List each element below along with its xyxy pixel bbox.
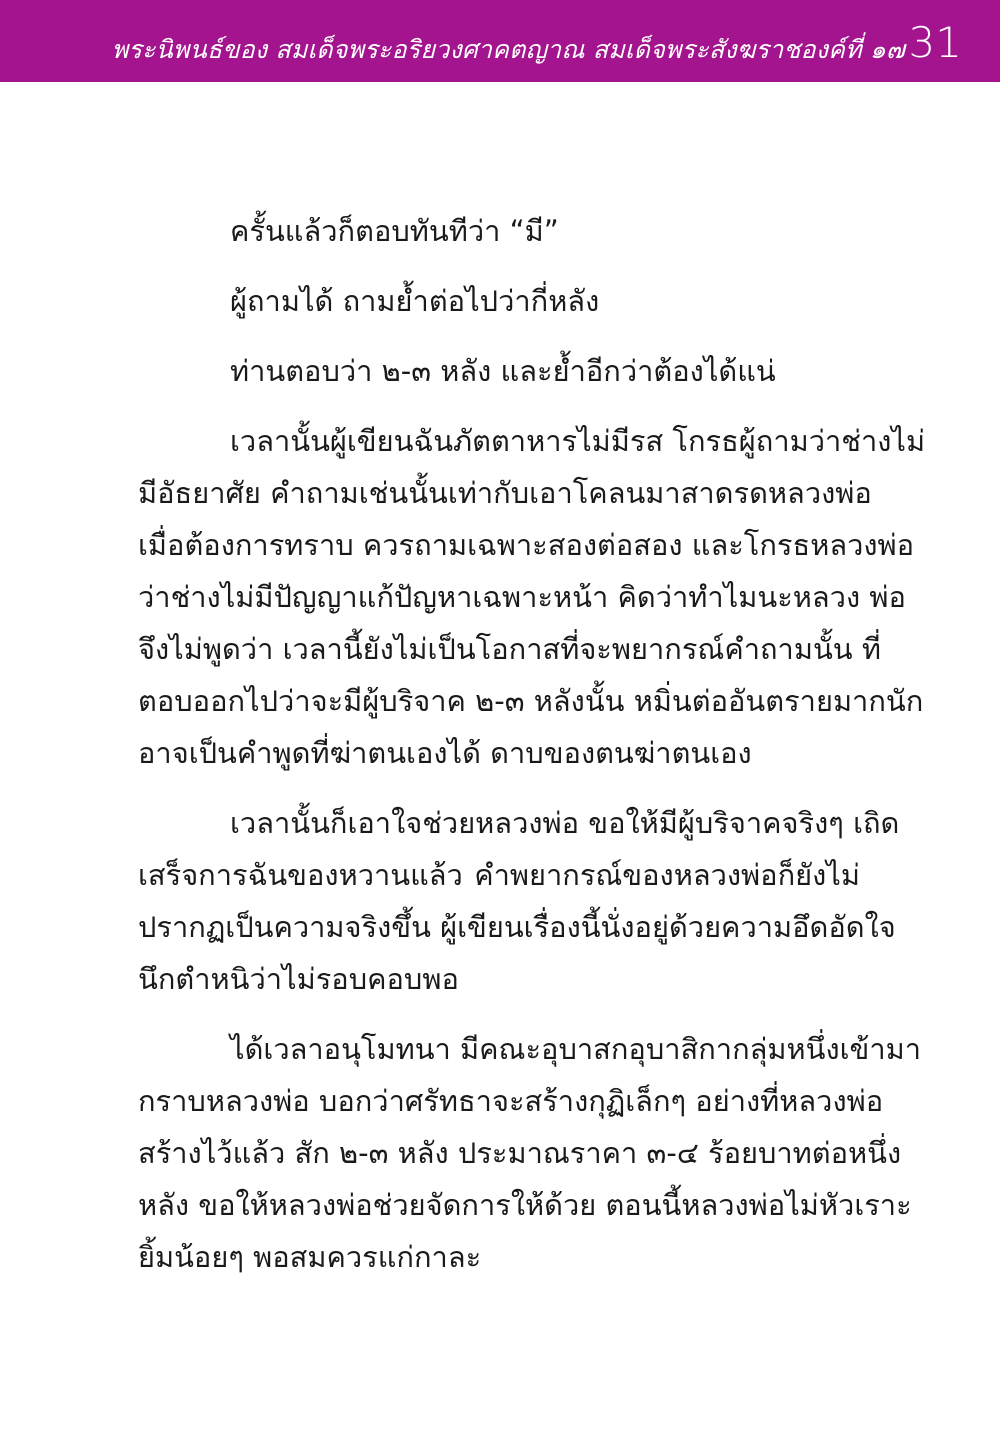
running-header-title: พระนิพนธ์ของ สมเด็จพระอริยวงศาคตญาณ สมเด็จพระสังฆราชองค์ที่ ๑๗ bbox=[111, 35, 905, 64]
paragraph bbox=[138, 1023, 922, 1283]
paragraph-line: กราบหลวงพ่อ บอกว่าศรัทธาจะสร้างกุฏิเล็กๆ อย่างที่หลวงพ่อ bbox=[138, 1084, 884, 1118]
paragraph-line: มีอัธยาศัย คำถามเช่นนั้นเท่ากับเอาโคลนมาสาดรดหลวงพ่อ bbox=[138, 476, 872, 510]
header-bar bbox=[0, 0, 1000, 82]
paragraph-line: จึงไม่พูดว่า เวลานี้ยังไม่เป็นโอกาสที่จะพยากรณ์คำถามนั้น ที่ bbox=[138, 632, 881, 666]
paragraph-line: เสร็จการฉันของหวานแล้ว คำพยากรณ์ของหลวงพ่อก็ยังไม่ bbox=[138, 858, 860, 892]
paragraph bbox=[138, 415, 926, 779]
dialogue-line: ท่านตอบว่า ๒-๓ หลัง และย้ำอีกว่าต้องได้แน่ bbox=[230, 354, 776, 388]
paragraph-line: ว่าช่างไม่มีปัญญาแก้ปัญหาเฉพาะหน้า คิดว่าทำไมนะหลวง พ่อ bbox=[138, 580, 906, 614]
paragraph-line: ปรากฏเป็นความจริงขึ้น ผู้เขียนเรื่องนี้นั่งอยู่ด้วยความอึดอัดใจ bbox=[138, 910, 896, 944]
paragraph bbox=[138, 797, 900, 1005]
paragraph-line: ตอบออกไปว่าจะมีผู้บริจาค ๒-๓ หลังนั้น หมิ่นต่ออันตรายมากนัก bbox=[138, 684, 924, 718]
paragraph-line: เมื่อต้องการทราบ ควรถามเฉพาะสองต่อสอง และโกรธหลวงพ่อ bbox=[138, 528, 915, 562]
paragraph-line: เวลานั้นผู้เขียนฉันภัตตาหารไม่มีรส โกรธผู้ถามว่าช่างไม่ bbox=[230, 424, 926, 458]
page-body bbox=[138, 205, 926, 1301]
paragraph-line: นึกตำหนิว่าไม่รอบคอบพอ bbox=[138, 962, 459, 996]
dialogue-line: ผู้ถามได้ ถามย้ำต่อไปว่ากี่หลัง bbox=[230, 284, 600, 318]
dialogue-line: ครั้นแล้วก็ตอบทันทีว่า “มี” bbox=[230, 214, 559, 248]
paragraph-line: สร้างไว้แล้ว สัก ๒-๓ หลัง ประมาณราคา ๓-๔ ร้อยบาทต่อหนึ่ง bbox=[138, 1136, 902, 1170]
paragraph-line: หลัง ขอให้หลวงพ่อช่วยจัดการให้ด้วย ตอนนี้หลวงพ่อไม่หัวเราะ bbox=[138, 1188, 912, 1222]
paragraph-line: ได้เวลาอนุโมทนา มีคณะอุบาสกอุบาสิกากลุ่มหนึ่งเข้ามา bbox=[230, 1032, 922, 1066]
page-number: 31 bbox=[908, 18, 962, 67]
paragraph-line: ยิ้มน้อยๆ พอสมควรแก่กาละ bbox=[138, 1240, 482, 1274]
paragraph-line: เวลานั้นก็เอาใจช่วยหลวงพ่อ ขอให้มีผู้บริจาคจริงๆ เถิด bbox=[230, 806, 900, 840]
paragraph-line: อาจเป็นคำพูดที่ฆ่าตนเองได้ ดาบของตนฆ่าตนเอง bbox=[138, 736, 752, 770]
